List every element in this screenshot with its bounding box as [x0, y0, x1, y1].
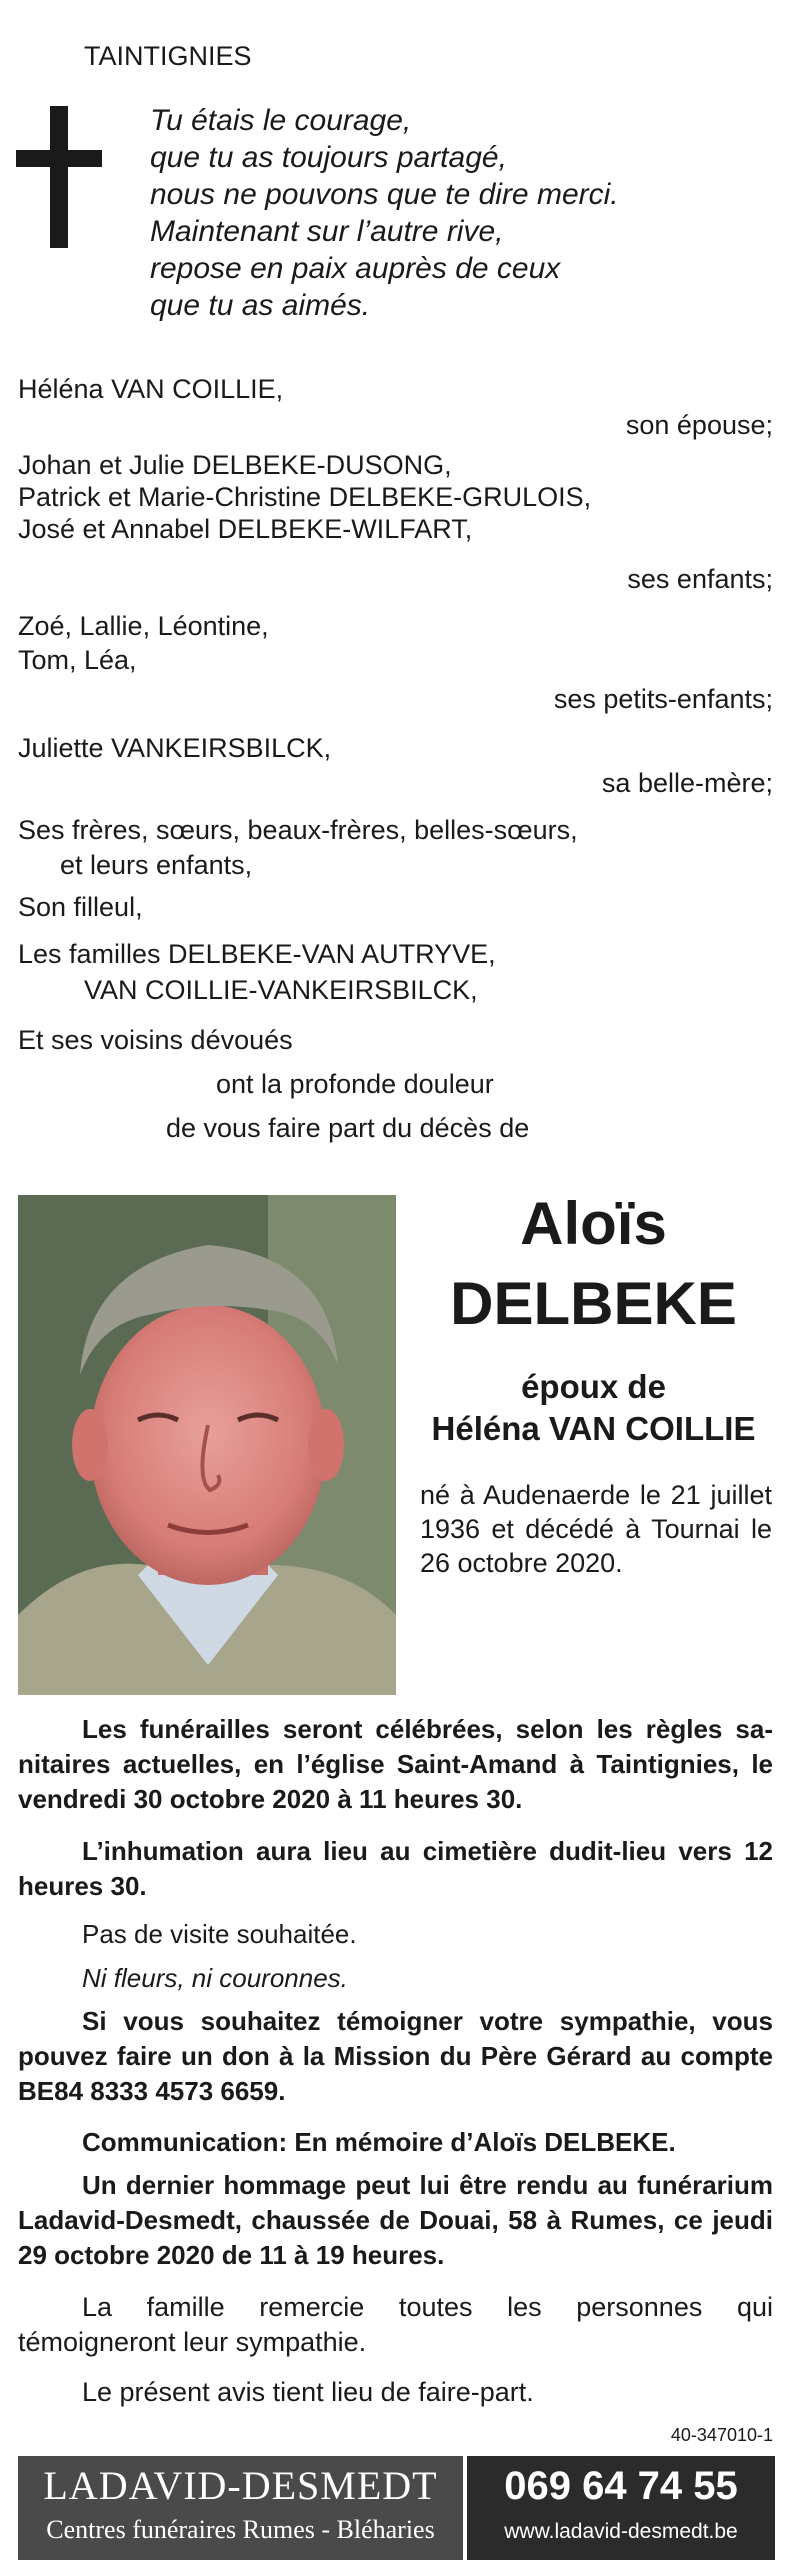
deceased-first-name: Aloïs	[520, 1190, 667, 1257]
families-line: Les familles DELBEKE-VAN AUTRYVE,	[18, 939, 496, 969]
children-role: ses enfants;	[627, 564, 773, 594]
godson-line: Son filleul,	[18, 892, 143, 922]
company-name: LADAVID-DESMEDT	[43, 2463, 438, 2508]
poem-line: Maintenant sur l’autre rive,	[150, 215, 504, 248]
poem-line: que tu as aimés.	[150, 289, 371, 322]
banner-right-panel	[467, 2456, 775, 2560]
thanks-paragraph: La famille remercie toutes les personnes qui témoigneront leur sympathie.	[18, 2292, 773, 2357]
grandchildren-role: ses petits-enfants;	[553, 684, 773, 714]
announce-line: ont la profonde douleur	[216, 1069, 494, 1099]
notice-line: Le présent avis tient lieu de faire-part.	[82, 2377, 534, 2407]
mother-in-law-role: sa belle-mère;	[601, 768, 773, 798]
donation-paragraph: Si vous souhaitez témoigner votre sympathie, vous pouvez faire un don à la Mission du Père Gérard au compte BE84 8333 4573 6659.	[18, 2006, 773, 2106]
child-line: Johan et Julie DELBEKE-DUSONG,	[18, 450, 452, 480]
funeral-home-banner	[18, 2456, 775, 2560]
child-line: José et Annabel DELBEKE-WILFART,	[18, 514, 473, 544]
deceased-last-name: DELBEKE	[450, 1270, 737, 1337]
company-website: www.ladavid-desmedt.be	[504, 2520, 738, 2543]
announce-line: de vous faire part du décès de	[166, 1113, 530, 1143]
birth-death-text: né à Audenaerde le 21 juillet 1936 et décédé à Tournai le 26 octobre 2020.	[420, 1480, 772, 1578]
spouse-of-name: Héléna VAN COILLIE	[431, 1410, 756, 1447]
funeral-paragraph: Les funérailles seront célébrées, selon les règles sanitaires actuelles, en l’église Saint-Amand à Taintignies, le vendredi 30 octobre 2020 à 11 heures 30.	[18, 1714, 773, 1814]
grandchild-line: Zoé, Lallie, Léontine,	[18, 611, 269, 641]
spouse-of-label: époux de	[521, 1368, 666, 1405]
siblings-line: et leurs enfants,	[60, 850, 253, 880]
no-flowers-line: Ni fleurs, ni couronnes.	[82, 1963, 348, 1993]
portrait-photo	[18, 1195, 396, 1695]
spouse-name: Héléna VAN COILLIE,	[18, 374, 284, 404]
latin-cross-icon	[16, 106, 102, 248]
spouse-role: son épouse;	[625, 410, 773, 440]
poem-line: que tu as toujours partagé,	[150, 141, 507, 174]
reference-number: 40-347010-1	[670, 2425, 773, 2445]
company-tagline: Centres funéraires Rumes - Bléharies	[46, 2515, 435, 2544]
poem-line: Tu étais le courage,	[150, 104, 412, 137]
burial-paragraph: L’inhumation aura lieu au cimetière dudit-lieu vers 12 heures 30.	[18, 1836, 773, 1901]
poem-line: repose en paix auprès de ceux	[150, 252, 561, 285]
siblings-line: Ses frères, sœurs, beaux-frères, belles-sœurs,	[18, 815, 578, 845]
grandchild-line: Tom, Léa,	[18, 645, 137, 675]
company-phone: 069 64 74 55	[504, 2464, 738, 2508]
mother-in-law-name: Juliette VANKEIRSBILCK,	[18, 733, 332, 763]
poem-line: nous ne pouvons que te dire merci.	[150, 178, 619, 211]
location-header: TAINTIGNIES	[84, 41, 252, 71]
no-visit-line: Pas de visite souhaitée.	[82, 1919, 357, 1949]
families-line: VAN COILLIE-VANKEIRSBILCK,	[84, 975, 478, 1005]
child-line: Patrick et Marie-Christine DELBEKE-GRULOIS,	[18, 482, 592, 512]
homage-paragraph: Un dernier hommage peut lui être rendu au funérarium Ladavid-Desmedt, chaussée de Douai, 58 à Rumes, ce jeudi 29 octobre 2020 de 11 à 19 heures.	[18, 2170, 773, 2270]
neighbours-line: Et ses voisins dévoués	[18, 1025, 293, 1055]
communication-line: Communication: En mémoire d’Aloïs DELBEKE.	[82, 2127, 676, 2157]
banner-left-panel	[18, 2456, 463, 2560]
